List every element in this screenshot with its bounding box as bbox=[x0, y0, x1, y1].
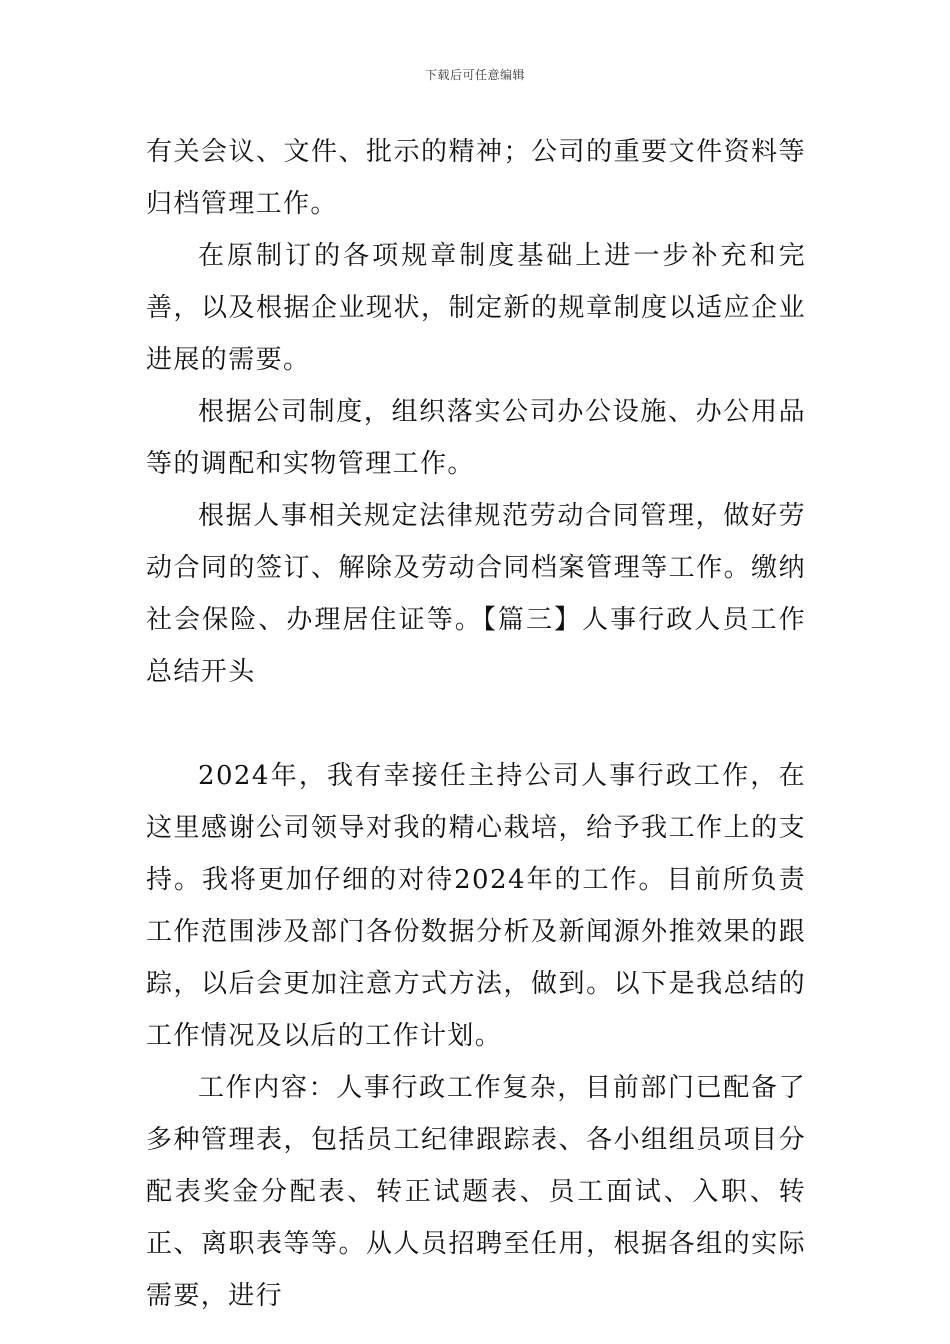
document-body bbox=[146, 126, 806, 1322]
paragraph-regulations: 在原制订的各项规章制度基础上进一步补充和完善，以及根据企业现状，制定新的规章制度以适应企业进展的需要。 bbox=[146, 241, 806, 375]
page-header-note: 下载后可任意编辑 bbox=[424, 68, 525, 82]
paragraph-labor-contracts: 根据人事相关规定法律规范劳动合同管理，做好劳动合同的签订、解除及劳动合同档案管理等工作。缴纳社会保险、办理居住证等。【篇三】人事行政人员工作总结开头 bbox=[146, 501, 806, 687]
paragraph-work-content: 工作内容：人事行政工作复杂，目前部门已配备了多种管理表，包括员工纪律跟踪表、各小组组员项目分配表奖金分配表、转正试题表、员工面试、入职、转正、离职表等等。从人员招聘至任用，根据各组的实际需要，进行 bbox=[146, 1073, 806, 1311]
paragraph-archive-management: 有关会议、文件、批示的精神；公司的重要文件资料等归档管理工作。 bbox=[146, 137, 806, 219]
paragraph-office-supplies: 根据公司制度，组织落实公司办公设施、办公用品等的调配和实物管理工作。 bbox=[146, 397, 806, 479]
paragraph-spacer bbox=[146, 698, 806, 750]
paragraph-summary-intro: 2024年，我有幸接任主持公司人事行政工作，在这里感谢公司领导对我的精心栽培，给予我工作上的支持。我将更加仔细的对待2024年的工作。目前所负责工作范围涉及部门各份数据分析及新闻源外推效果的跟踪，以后会更加注意方式方法，做到。以下是我总结的工作情况及以后的工作计划。 bbox=[146, 761, 806, 1051]
